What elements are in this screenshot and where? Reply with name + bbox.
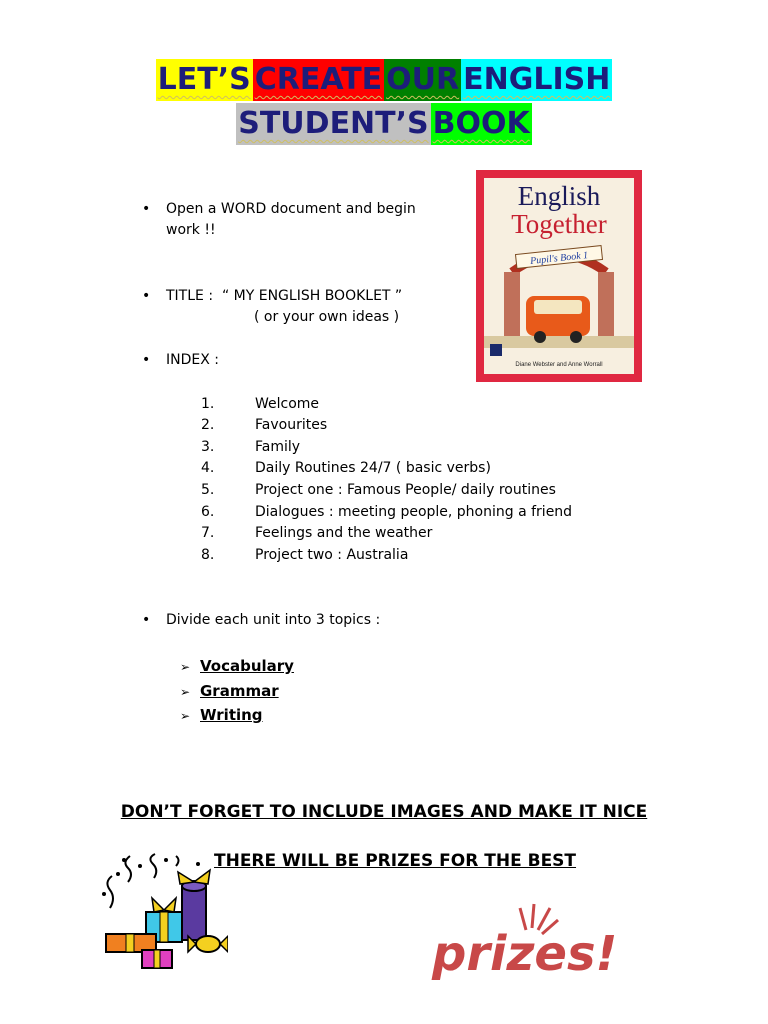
title-word: CREATE — [253, 59, 384, 101]
page-title-line-1 — [0, 59, 768, 101]
index-text: Feelings and the weather — [255, 525, 433, 541]
bullet-text: TITLE : “ MY ENGLISH BOOKLET ” — [166, 288, 403, 304]
index-number: 7. — [201, 525, 215, 541]
bullet-text: INDEX : — [166, 352, 219, 368]
index-text: Welcome — [255, 396, 320, 412]
title-word: OUR — [384, 59, 461, 101]
topic-label: Vocabulary — [200, 657, 294, 675]
index-text: Favourites — [255, 417, 328, 433]
bullet-dot: • — [142, 352, 151, 368]
book-title-1: English — [517, 181, 601, 211]
index-text: Family — [255, 439, 301, 455]
index-text: Project two : Australia — [255, 547, 409, 563]
index-text: Dialogues : meeting people, phoning a friend — [255, 504, 573, 520]
bullet-text: Divide each unit into 3 topics : — [166, 612, 381, 628]
prizes-logo — [428, 900, 628, 982]
index-number: 6. — [201, 504, 215, 520]
book-subtitle: Pupil's Book 1 — [529, 249, 589, 268]
book-authors: Diane Webster and Anne Worrall — [515, 362, 603, 368]
title-word: LET’S — [156, 59, 253, 101]
arrow-icon: ➢ — [180, 685, 191, 699]
index-number: 5. — [201, 482, 215, 498]
title-alternative: ( or your own ideas ) — [254, 309, 400, 325]
arrow-icon: ➢ — [180, 709, 191, 723]
topic-label: Grammar — [200, 682, 279, 700]
index-number: 3. — [201, 439, 215, 455]
index-number: 1. — [201, 396, 215, 412]
index-item — [201, 502, 572, 523]
index-item — [201, 523, 432, 544]
book-cover-inner — [484, 178, 634, 374]
topic-item — [180, 703, 263, 728]
page-title-line-2 — [0, 103, 768, 145]
bullet-dot: • — [142, 288, 151, 304]
prizes-note: THERE WILL BE PRIZES FOR THE BEST — [214, 851, 577, 871]
topic-item — [180, 679, 279, 704]
images-note: DON’T FORGET TO INCLUDE IMAGES AND MAKE IT NICE — [120, 802, 648, 822]
topic-item — [180, 654, 294, 679]
arrow-icon: ➢ — [180, 660, 191, 674]
topic-label: Writing — [200, 706, 263, 724]
title-word: BOOK — [431, 103, 532, 145]
index-text: Daily Routines 24/7 ( basic verbs) — [255, 460, 491, 476]
title-word: ENGLISH — [461, 59, 612, 101]
book-cover-image — [476, 170, 642, 382]
bullet-text: Open a WORD document and begin work !! — [166, 201, 416, 238]
book-illustration — [484, 240, 634, 374]
index-item — [201, 394, 319, 415]
index-item — [201, 415, 327, 436]
book-title-2: Together — [511, 209, 607, 239]
title-word: STUDENT’S — [236, 103, 430, 145]
index-item — [201, 437, 300, 458]
gifts-clipart — [96, 852, 228, 970]
index-text: Project one : Famous People/ daily routines — [255, 482, 556, 498]
index-item — [201, 458, 491, 479]
index-item — [201, 480, 556, 501]
index-number: 8. — [201, 547, 215, 563]
index-number: 2. — [201, 417, 215, 433]
index-item — [201, 545, 408, 566]
prizes-logo-text: prizes! — [432, 926, 618, 982]
index-number: 4. — [201, 460, 215, 476]
bullet-dot: • — [142, 201, 151, 217]
bullet-dot: • — [142, 612, 151, 628]
